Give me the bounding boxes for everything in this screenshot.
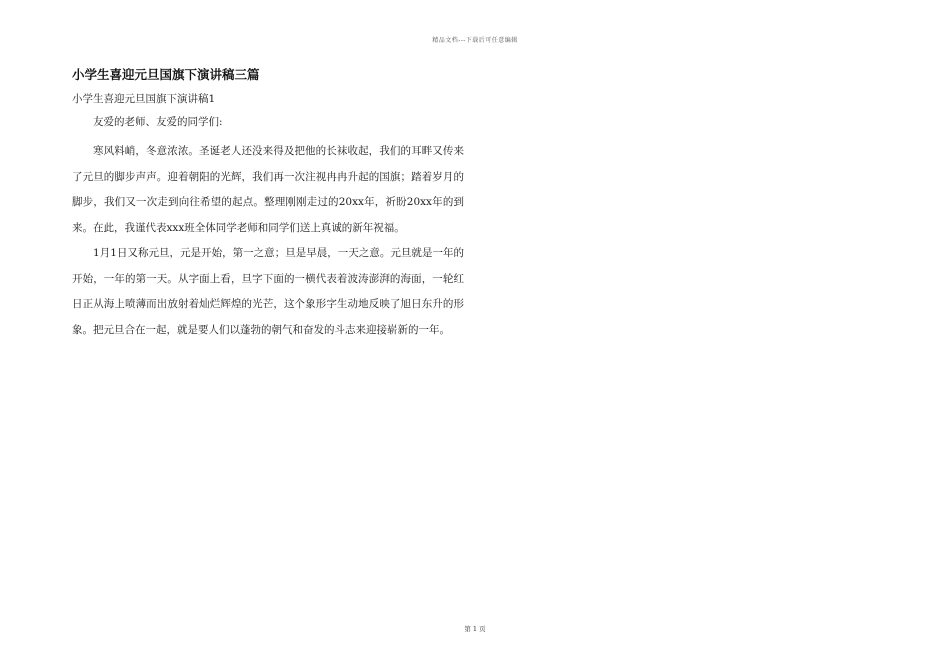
page-number: 第 1 页	[464, 625, 486, 633]
greeting-line: 友爱的老师、友爱的同学们:	[93, 116, 223, 128]
paragraph-2: 1月1日又称元旦，元是开始，第一之意；旦是早晨，一天之意。元旦就是一年的开始，一年的第一天。从字面上看，旦字下面的一横代表着波涛澎湃的海面，一轮红日正从海上喷薄而出放射着灿烂辉煌的光芒，这个象形字生动地反映了旭日东升的形象。把元旦合在一起，就是要人们以蓬勃的朝气和奋发的斗志来迎接崭新的一年。	[72, 247, 464, 336]
document-body	[72, 66, 464, 343]
speech-subtitle: 小学生喜迎元旦国旗下演讲稿1	[72, 93, 216, 105]
paragraph-1: 寒风料峭，冬意浓浓。圣诞老人还没来得及把他的长袜收起，我们的耳畔又传来了元旦的脚步声声。迎着朝阳的光辉，我们再一次注视冉冉升起的国旗；踏着岁月的脚步，我们又一次走到向往希望的起点。整理刚刚走过的20xx年，祈盼20xx年的到来。在此，我谨代表xxx班全体同学老师和同学们送上真诚的新年祝福。	[72, 145, 464, 234]
document-title: 小学生喜迎元旦国旗下演讲稿三篇	[72, 67, 260, 82]
page-header-note: 精品文档---下载后可任意编辑	[432, 37, 518, 44]
